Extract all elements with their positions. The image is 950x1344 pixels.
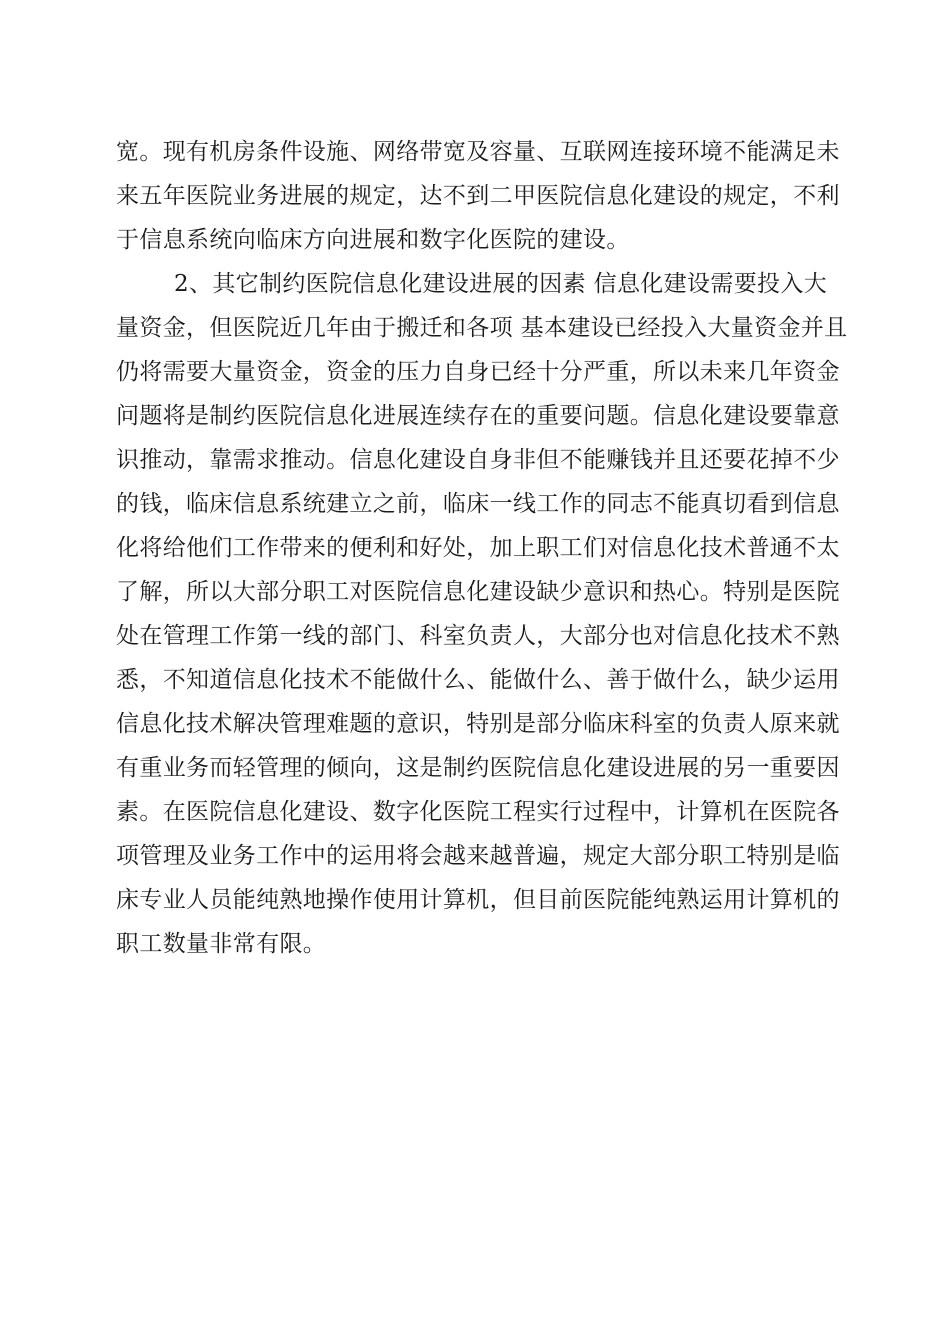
text-line: 信息化技术解决管理难题的意识，特别是部分临床科室的负责人原来就 xyxy=(116,711,840,737)
section-heading-line: 2、其它制约医院信息化建设进展的因素 信息化建设需要投入大 xyxy=(174,271,828,297)
text-line: 识推动，靠需求推动。信息化建设自身非但不能赚钱并且还要花掉不少 xyxy=(116,447,840,473)
text-line: 悉，不知道信息化技术不能做什么、能做什么、善于做什么，缺少运用 xyxy=(116,667,840,693)
text-line: 职工数量非常有限。 xyxy=(116,931,327,957)
text-line: 问题将是制约医院信息化进展连续存在的重要问题。信息化建设要靠意 xyxy=(116,403,840,429)
text-line: 床专业人员能纯熟地操作使用计算机，但目前医院能纯熟运用计算机的 xyxy=(116,887,840,913)
text-line: 于信息系统向临床方向进展和数字化医院的建设。 xyxy=(116,227,630,253)
text-line: 量资金，但医院近几年由于搬迁和各项 基本建设已经投入大量资金并且 xyxy=(116,315,848,341)
text-line: 处在管理工作第一线的部门、科室负责人，大部分也对信息化技术不熟 xyxy=(116,623,840,649)
text-line: 来五年医院业务进展的规定，达不到二甲医院信息化建设的规定，不利 xyxy=(116,183,840,209)
text-line: 了解，所以大部分职工对医院信息化建设缺少意识和热心。特别是医院 xyxy=(116,579,840,605)
text-line: 项管理及业务工作中的运用将会越来越普遍，规定大部分职工特别是临 xyxy=(116,843,840,869)
text-line: 宽。现有机房条件设施、网络带宽及容量、互联网连接环境不能满足未 xyxy=(116,139,840,165)
body-text xyxy=(116,130,856,966)
text-line: 有重业务而轻管理的倾向，这是制约医院信息化建设进展的另一重要因 xyxy=(116,755,840,781)
text-line: 化将给他们工作带来的便利和好处，加上职工们对信息化技术普通不太 xyxy=(116,535,840,561)
text-line: 素。在医院信息化建设、数字化医院工程实行过程中，计算机在医院各 xyxy=(116,799,840,825)
text-line: 仍将需要大量资金，资金的压力自身已经十分严重，所以未来几年资金 xyxy=(116,359,840,385)
text-line: 的钱，临床信息系统建立之前，临床一线工作的同志不能真切看到信息 xyxy=(116,491,840,517)
